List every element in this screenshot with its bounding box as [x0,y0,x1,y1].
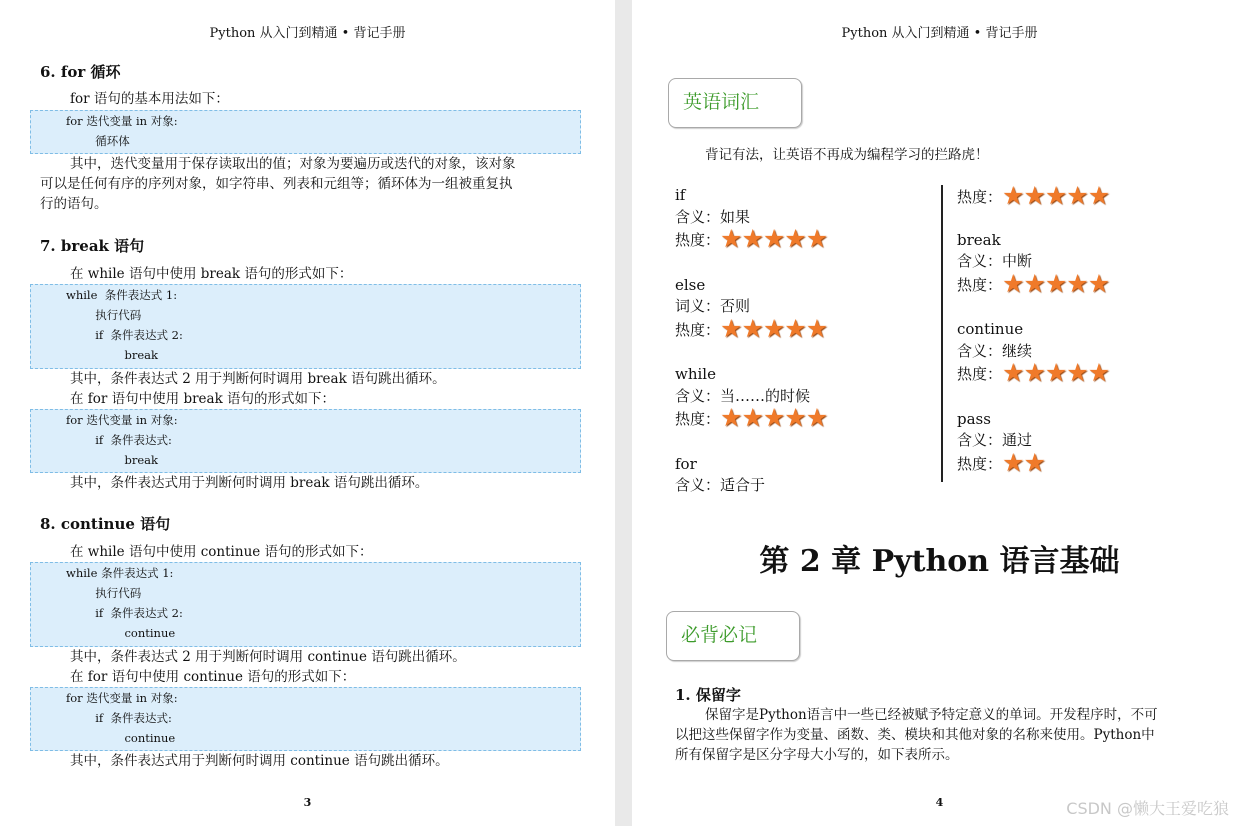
star-icon: ★ [784,313,806,343]
star-icon: ★ [1002,268,1024,298]
star-icon: ★ [805,313,828,343]
column-divider [941,185,943,482]
vocab-entry [675,454,827,497]
star-icon: ★ [1066,268,1088,298]
heat-label: 热度： [675,230,721,249]
star-icon: ★ [805,224,828,253]
code-block [30,687,581,751]
vocab-heat [957,181,1110,211]
paragraph: 可以是任何有序的序列对象，如字符串、列表和元组等；循环体为一组被重复执 [40,176,513,192]
vocab-meaning: 词义：否则 [675,297,751,315]
vocab-meaning: 含义：适合于 [675,476,766,494]
vocab-entry [957,409,1109,478]
section-title: 8. continue 语句 [40,515,171,533]
code-block [30,409,581,473]
vocab-entry [675,364,827,433]
paragraph: for 语句的基本用法如下： [70,91,229,107]
star-icon: ★ [1023,181,1045,210]
vocab-meaning: 含义：中断 [957,252,1033,270]
star-rating [720,224,828,254]
star-icon: ★ [762,313,785,343]
left-page [0,0,615,826]
vocab-heat [675,313,828,344]
page-number: 4 [935,796,944,809]
vocab-word: else [675,275,706,294]
star-icon: ★ [1023,358,1045,387]
vocab-meaning: 含义：继续 [957,341,1033,360]
star-icon: ★ [762,403,785,432]
vocab-column-right [957,181,1110,477]
star-rating [720,403,828,433]
code-line: while 条件表达式 1: [66,288,178,302]
page-header: Python 从入门到精通 • 背记手册 [209,26,406,41]
paragraph: 以把这些保留字作为变量、函数、类、模块和其他对象的名称来使用。Python中 [675,727,1155,743]
star-icon: ★ [741,224,763,253]
vocab-tag: 英语词汇 [668,78,802,128]
star-icon: ★ [762,224,785,253]
watermark: CSDN @懒大王爱吃狼 [1066,799,1229,818]
heat-label: 热度： [957,187,1003,206]
vocab-word: for [675,454,697,473]
vocab-entry [675,275,827,344]
paragraph: 其中，条件表达式用于判断何时调用 continue 语句跳出循环。 [70,753,449,769]
star-rating [720,313,828,344]
vocab-word: break [957,230,1001,249]
code-line: if 条件表达式: [66,433,172,447]
star-icon: ★ [1066,358,1088,387]
code-line: while 条件表达式 1: [66,566,174,580]
star-icon: ★ [1066,181,1088,210]
star-icon: ★ [1087,358,1110,387]
star-icon: ★ [1044,181,1067,210]
star-icon: ★ [805,403,828,432]
vocab-word: pass [957,409,991,428]
code-line: if 条件表达式 2: [66,606,183,620]
vocab-entry [957,230,1109,299]
star-icon: ★ [1087,181,1110,210]
vocab-word: continue [957,320,1024,338]
star-rating [1002,447,1045,478]
star-icon: ★ [720,313,742,343]
vocab-heat [957,358,1110,388]
vocab-column-left [675,185,827,497]
star-rating [1002,358,1110,388]
vocab-meaning: 含义：通过 [957,431,1033,449]
page-header: Python 从入门到精通 • 背记手册 [841,26,1038,41]
code-line: for 迭代变量 in 对象: [66,691,178,705]
paragraph: 在 for 语句中使用 break 语句的形式如下： [70,391,336,407]
vocab-heat [957,447,1109,478]
star-icon: ★ [1044,268,1067,298]
vocab-heat [957,268,1110,299]
code-line: 执行代码 [66,308,142,322]
paragraph: 其中，条件表达式用于判断何时调用 break 语句跳出循环。 [70,475,429,491]
star-icon: ★ [720,403,742,432]
star-icon: ★ [1044,358,1067,387]
heat-label: 热度： [675,320,721,339]
heat-label: 热度： [957,364,1003,383]
must-remember-tag: 必背必记 [666,611,800,661]
section-title: 1. 保留字 [675,686,741,704]
code-line: break [66,348,158,362]
paragraph: 其中，迭代变量用于保存读取出的值；对象为要遍历或迭代的对象，该对象 [70,156,516,172]
code-block [30,110,581,154]
code-line: for 迭代变量 in 对象: [66,413,178,427]
star-icon: ★ [720,224,742,253]
star-icon: ★ [1023,447,1045,477]
section-title: 7. break 语句 [40,237,145,255]
vocab-word: while [675,365,716,383]
code-line: continue [66,731,176,745]
paragraph: 保留字是Python语言中一些已经被赋予特定意义的单词。开发程序时，不可 [705,707,1158,723]
paragraph: 在 while 语句中使用 continue 语句的形式如下： [70,544,373,560]
star-icon: ★ [1002,447,1024,477]
vocab-meaning: 含义：如果 [675,207,751,226]
paragraph: 其中，条件表达式 2 用于判断何时调用 break 语句跳出循环。 [70,371,446,387]
paragraph: 其中，条件表达式 2 用于判断何时调用 continue 语句跳出循环。 [70,649,466,665]
vocab-entry [957,319,1109,388]
code-line: if 条件表达式: [66,711,172,725]
vocab-word: if [675,186,686,204]
heat-label: 热度： [957,275,1003,294]
star-icon: ★ [1002,181,1024,210]
star-icon: ★ [741,403,763,432]
vocab-intro: 背记有法，让英语不再成为编程学习的拦路虎！ [705,147,989,163]
code-line: 循环体 [66,134,130,148]
code-line: continue [66,626,176,640]
vocab-meaning: 含义：当……的时候 [675,386,811,405]
paragraph: 所有保留字是区分字母大小写的，如下表所示。 [675,747,959,763]
star-icon: ★ [1087,268,1110,298]
star-icon: ★ [1002,358,1024,387]
vocab-heat [675,224,828,254]
code-line: 执行代码 [66,586,142,600]
paragraph: 在 for 语句中使用 continue 语句的形式如下： [70,669,356,685]
heat-label: 热度： [957,454,1003,473]
section-title: 6. for 循环 [40,63,121,81]
heat-label: 热度： [675,409,721,428]
star-rating [1002,181,1110,211]
code-line: if 条件表达式 2: [66,328,183,342]
code-line: for 迭代变量 in 对象: [66,114,178,128]
vocab-entry [675,185,827,254]
chapter-title: 第 2 章 Python 语言基础 [759,544,1120,579]
code-line: break [66,453,158,467]
star-icon: ★ [741,313,763,343]
star-icon: ★ [784,224,806,253]
code-block [30,284,581,369]
star-icon: ★ [784,403,806,432]
star-rating [1002,268,1110,299]
paragraph: 行的语句。 [40,196,108,212]
code-block [30,562,581,647]
star-icon: ★ [1023,268,1045,298]
page-number: 3 [303,796,312,809]
paragraph: 在 while 语句中使用 break 语句的形式如下： [70,266,353,282]
vocab-heat [675,403,828,433]
